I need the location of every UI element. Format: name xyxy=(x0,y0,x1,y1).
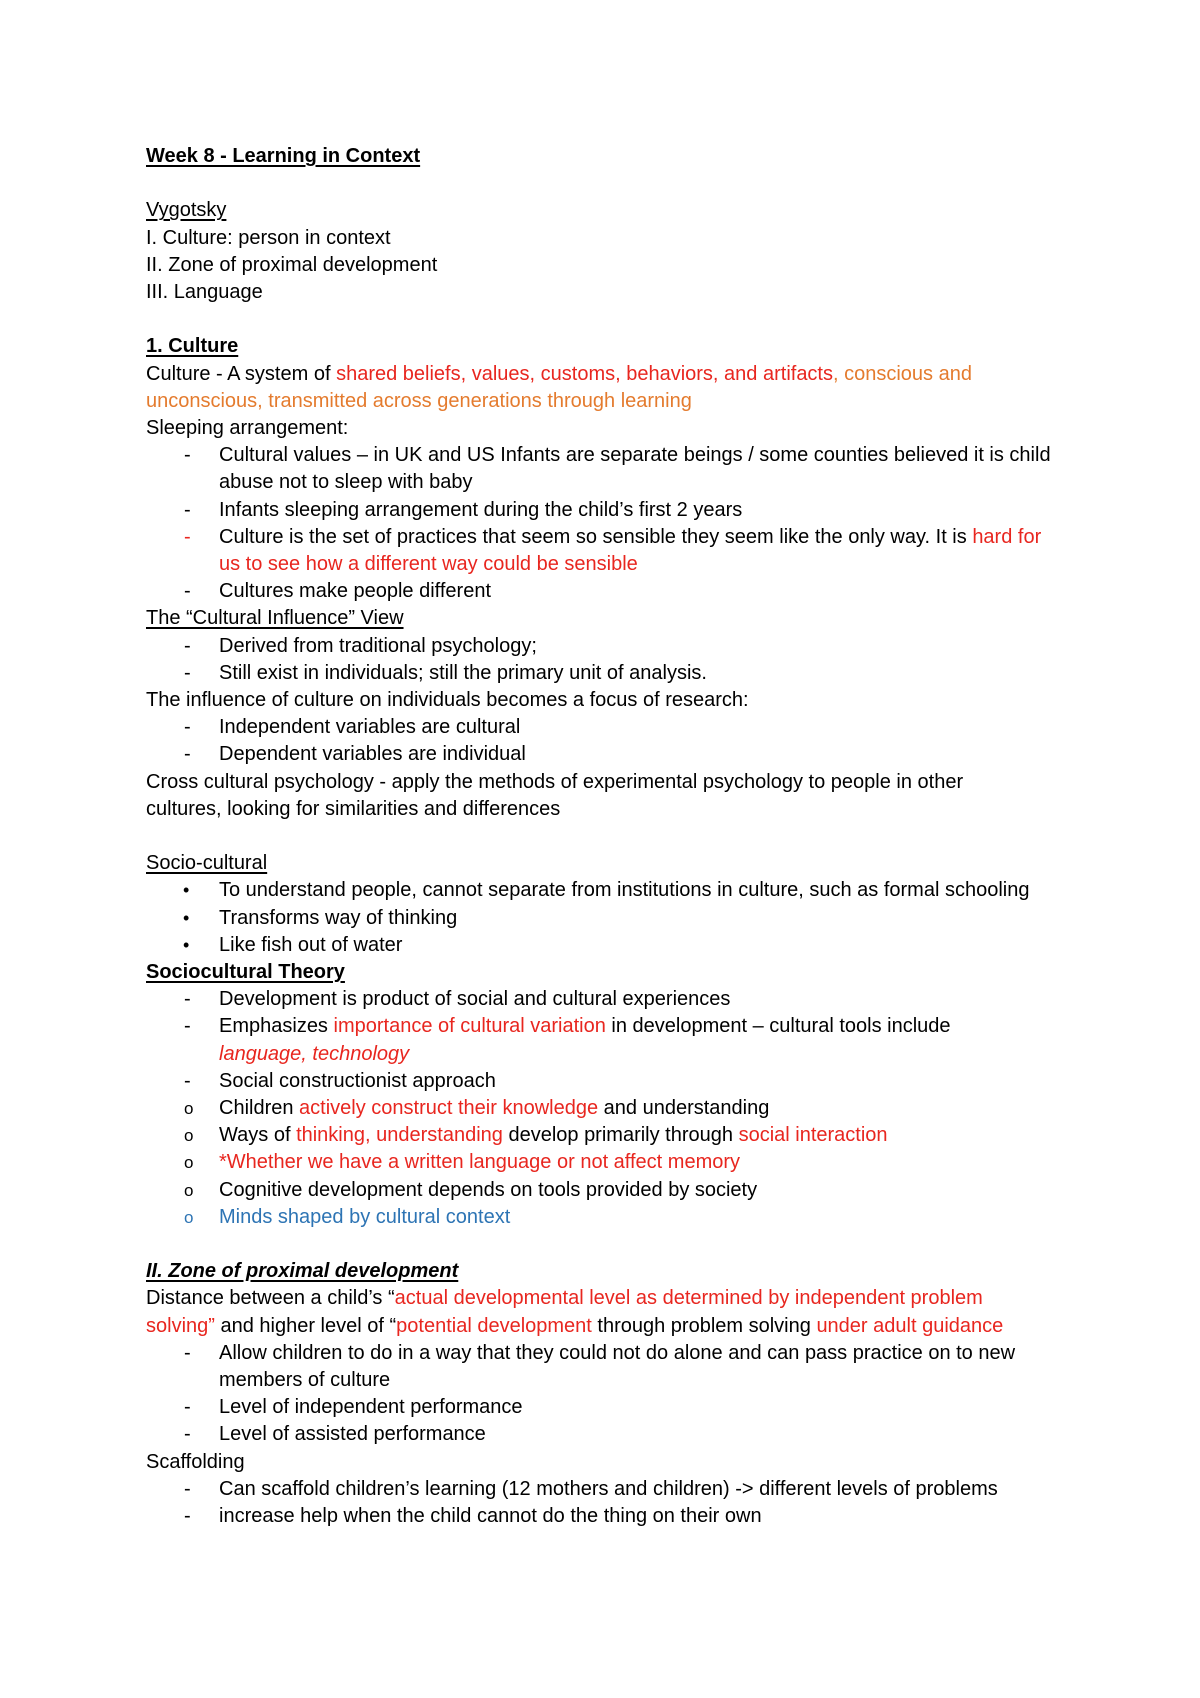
item-text: Like fish out of water xyxy=(219,933,403,956)
text-span: Emphasizes xyxy=(219,1015,334,1038)
list-item xyxy=(146,578,1140,605)
outline-item: II. Zone of proximal development xyxy=(146,253,438,276)
item-text: Derived from traditional psychology; xyxy=(219,634,537,657)
circle-marker: o xyxy=(184,1180,194,1200)
list-item xyxy=(146,932,1140,959)
dash-marker: - xyxy=(184,580,191,603)
list-item xyxy=(146,714,1140,741)
zpd-definition xyxy=(146,1285,1140,1312)
list-item xyxy=(146,905,1140,932)
socio-cultural-heading: Socio-cultural xyxy=(146,852,268,875)
list-item xyxy=(146,442,1140,496)
item-text: Level of independent performance xyxy=(219,1396,523,1419)
bullet-marker: • xyxy=(183,907,190,928)
scaffolding-label: Scaffolding xyxy=(146,1450,245,1473)
dash-marker: - xyxy=(184,988,191,1011)
dash-marker: - xyxy=(184,1015,191,1038)
text-span: Culture - A system of xyxy=(146,362,337,385)
culture-definition xyxy=(146,361,1140,388)
list-item xyxy=(146,660,1140,687)
outline-item: III. Language xyxy=(146,281,263,303)
highlight-red: *Whether we have a written language or not affect memory xyxy=(219,1151,741,1174)
sleeping-label: Sleeping arrangement: xyxy=(146,417,349,439)
zpd-heading: II. Zone of proximal development xyxy=(146,1260,459,1283)
highlight-orange: , conscious and xyxy=(833,362,972,385)
list-item xyxy=(146,741,1140,768)
dash-marker: - xyxy=(184,1341,191,1364)
dash-marker: - xyxy=(184,1069,191,1092)
text-span: and higher level of “ xyxy=(214,1314,397,1337)
spacer xyxy=(146,306,1140,333)
item-text: Level of assisted performance xyxy=(219,1423,486,1446)
list-item xyxy=(146,1503,1140,1530)
text-span: Distance between a child’s “ xyxy=(146,1287,395,1310)
text-span: Culture is the set of practices that seem so sensible they seem like the only way. It is xyxy=(219,525,973,548)
item-text: members of culture xyxy=(219,1369,391,1392)
list-item xyxy=(146,1204,1140,1231)
item-text: Dependent variables are individual xyxy=(219,743,526,766)
item-text: Independent variables are cultural xyxy=(219,716,521,739)
highlight-red: importance of cultural variation xyxy=(333,1015,606,1038)
item-text: Transforms way of thinking xyxy=(219,906,458,929)
item-text xyxy=(219,524,1140,551)
item-text: Cultures make people different xyxy=(219,580,492,603)
item-text: Cognitive development depends on tools provided by society xyxy=(219,1178,758,1201)
text-span: through problem solving xyxy=(591,1314,817,1337)
highlight-red: actual developmental level as determined by independent problem xyxy=(394,1287,983,1310)
list-item xyxy=(146,633,1140,660)
dash-marker: - xyxy=(184,1477,191,1500)
list-item xyxy=(146,1013,1140,1067)
zpd-definition-cont xyxy=(146,1313,1140,1340)
list-item xyxy=(146,1068,1140,1095)
document-title: Week 8 - Learning in Context xyxy=(146,145,421,167)
dash-marker: - xyxy=(184,525,191,548)
item-text: Social constructionist approach xyxy=(219,1069,496,1092)
dash-marker: - xyxy=(184,1505,191,1528)
dash-marker: - xyxy=(184,716,191,739)
list-item xyxy=(146,1340,1140,1394)
dash-marker: - xyxy=(184,1396,191,1419)
text-span: Ways of xyxy=(219,1124,297,1147)
item-text: abuse not to sleep with baby xyxy=(219,471,473,494)
spacer xyxy=(146,823,1140,850)
cross-cultural-text: cultures, looking for similarities and differences xyxy=(146,797,561,820)
culture-heading: 1. Culture xyxy=(146,335,239,358)
highlight-red: actively construct their knowledge xyxy=(299,1097,599,1120)
dash-marker: - xyxy=(184,661,191,684)
list-item xyxy=(146,1476,1140,1503)
item-text: Cultural values – in UK and US Infants are separate beings / some counties believed it is child xyxy=(219,444,1051,467)
list-item xyxy=(146,1177,1140,1204)
text-span: and understanding xyxy=(598,1097,770,1120)
sociocultural-theory-heading: Sociocultural Theory xyxy=(146,961,345,984)
cultural-influence-heading: The “Cultural Influence” View xyxy=(146,607,404,630)
list-item xyxy=(146,986,1140,1013)
item-text: Allow children to do in a way that they could not do alone and can pass practice on to new xyxy=(219,1341,1016,1364)
list-item xyxy=(146,877,1140,904)
item-text: To understand people, cannot separate from institutions in culture, such as formal schooling xyxy=(219,879,1030,902)
list-item xyxy=(146,1122,1140,1149)
outline-heading: Vygotsky xyxy=(146,199,227,222)
list-item xyxy=(146,497,1140,524)
spacer xyxy=(146,170,1140,197)
culture-definition-cont: unconscious, transmitted across generations through learning xyxy=(146,389,692,412)
highlight-blue: Minds shaped by cultural context xyxy=(219,1205,511,1228)
circle-marker: o xyxy=(184,1153,194,1173)
cross-cultural-text: Cross cultural psychology - apply the methods of experimental psychology to people in other xyxy=(146,770,964,793)
item-text: Can scaffold children’s learning (12 mothers and children) -> different levels of problems xyxy=(219,1477,998,1500)
circle-marker: o xyxy=(184,1207,194,1227)
dash-marker: - xyxy=(184,444,191,467)
dash-marker: - xyxy=(184,743,191,766)
list-item xyxy=(146,1149,1140,1176)
highlight-red: thinking, understanding xyxy=(296,1124,503,1147)
item-text: Development is product of social and cultural experiences xyxy=(219,988,731,1011)
highlight-red: shared beliefs, values, customs, behaviors, and artifacts xyxy=(336,362,833,385)
list-item xyxy=(146,524,1140,578)
circle-marker: o xyxy=(184,1126,194,1146)
highlight-red-italic: language, technology xyxy=(219,1042,410,1065)
item-text: Infants sleeping arrangement during the child’s first 2 years xyxy=(219,498,743,521)
list-item xyxy=(146,1421,1140,1448)
dash-marker: - xyxy=(184,498,191,521)
text-span: Children xyxy=(219,1097,300,1120)
text-span: in development – cultural tools include xyxy=(605,1015,951,1038)
item-text xyxy=(219,1122,1140,1149)
item-text: increase help when the child cannot do the thing on their own xyxy=(219,1505,762,1528)
list-item xyxy=(146,1095,1140,1122)
circle-marker: o xyxy=(184,1099,194,1119)
text-span: develop primarily through xyxy=(502,1124,739,1147)
focus-label: The influence of culture on individuals becomes a focus of research: xyxy=(146,689,749,712)
outline-item: I. Culture: person in context xyxy=(146,226,391,249)
highlight-red: hard for xyxy=(972,525,1042,548)
list-item xyxy=(146,1394,1140,1421)
highlight-red: us to see how a different way could be sensible xyxy=(219,553,638,576)
highlight-red: potential development xyxy=(396,1314,592,1337)
highlight-red: social interaction xyxy=(738,1124,888,1147)
highlight-red: solving” xyxy=(146,1314,215,1337)
dash-marker: - xyxy=(184,1423,191,1446)
highlight-red: under adult guidance xyxy=(816,1314,1004,1337)
spacer xyxy=(146,1231,1140,1258)
bullet-marker: • xyxy=(183,934,190,955)
item-text xyxy=(219,1095,1140,1122)
item-text: Still exist in individuals; still the primary unit of analysis. xyxy=(219,661,707,684)
dash-marker: - xyxy=(184,634,191,657)
item-text xyxy=(219,1013,1140,1040)
bullet-marker: • xyxy=(183,880,190,901)
